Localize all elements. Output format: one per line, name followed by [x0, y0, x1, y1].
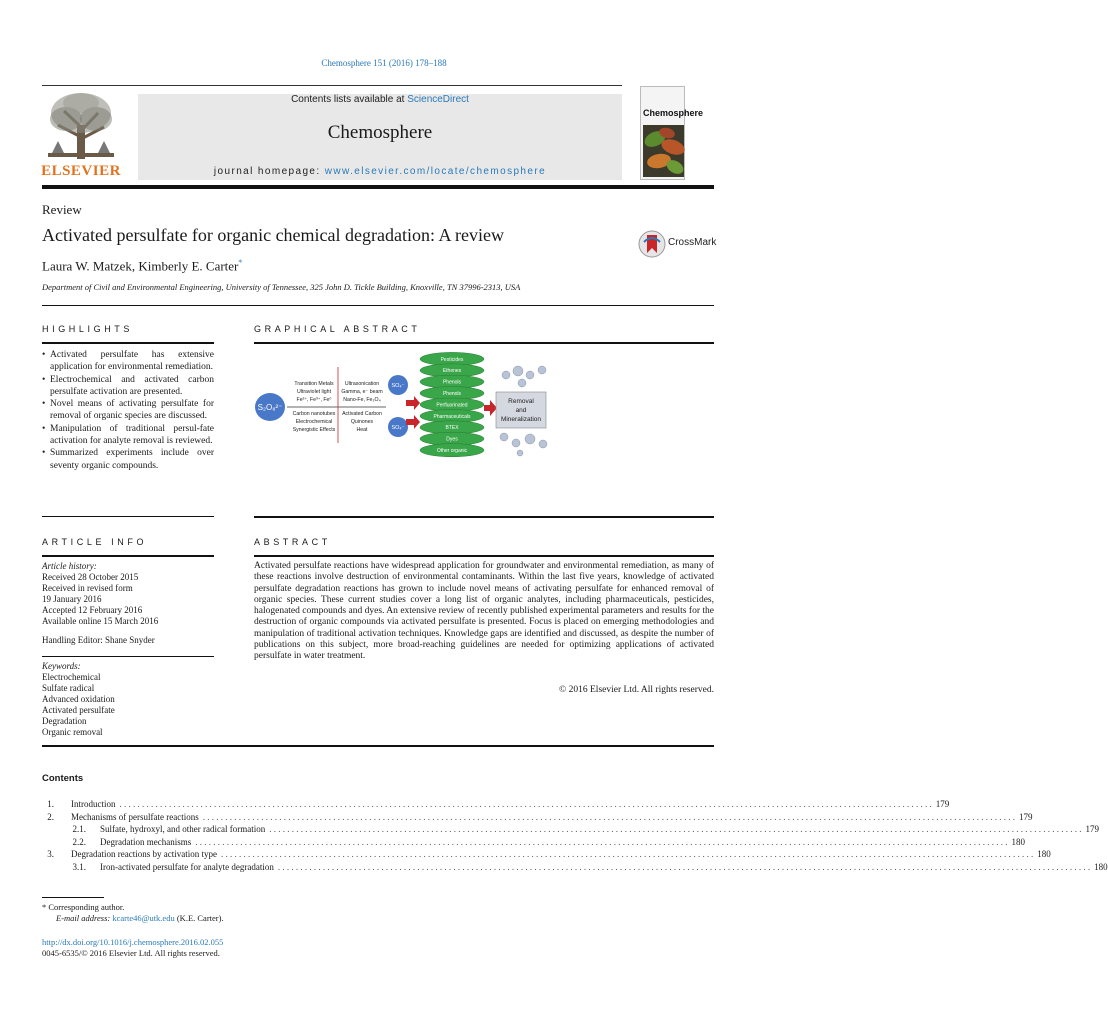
keywords [42, 661, 214, 738]
history-line: Received 28 October 2015 [42, 572, 139, 582]
fragment-bubble [517, 450, 523, 456]
highlight-item: • Summarized experiments include over seventy organic compounds. [42, 447, 214, 472]
journal-homepage-line [138, 166, 622, 177]
activator-text: Carbon nanotubes [292, 411, 336, 417]
toc-title[interactable]: Sulfate, hydroxyl, and other radical formation [100, 824, 266, 834]
article-history-label: Article history: [42, 561, 97, 571]
highlight-item: • Electrochemical and activated carbon persulfate activation are presented. [42, 374, 214, 399]
toc-entry[interactable] [42, 861, 1108, 875]
history-line: Received in revised form [42, 583, 133, 593]
keyword: Sulfate radical [42, 683, 95, 693]
toc-title[interactable]: Degradation reactions by activation type [71, 849, 217, 859]
activator-text: Quinones [350, 419, 374, 425]
result-label: and [515, 407, 527, 414]
keywords-label: Keywords: [42, 661, 81, 671]
toc-page-number: 180 [1011, 836, 1025, 847]
author-affiliation: Department of Civil and Environmental Engineering, University of Tennessee, 325 John D. Tickle Building, Knoxville, TN 37996-2313, USA [42, 282, 521, 292]
keyword: Degradation [42, 716, 87, 726]
toc-leader-dots [120, 799, 932, 809]
graphical-abstract-figure[interactable] [254, 345, 550, 463]
toc-entry[interactable] [42, 849, 1051, 862]
fragment-bubble [538, 366, 546, 374]
sulfate-radical-label: SO₄⁻ [391, 383, 405, 389]
journal-name[interactable]: Chemosphere [327, 122, 433, 143]
toc-number: 1. [47, 799, 54, 809]
history-line: 19 January 2016 [42, 594, 102, 604]
contents-prefix: Contents lists available at [291, 94, 408, 105]
activator-text: Heat [356, 427, 368, 433]
fragment-bubble [502, 371, 510, 379]
activator-text: Activated Carbon [342, 411, 382, 417]
keyword: Organic removal [42, 727, 103, 737]
toc-leader-dots [195, 837, 1007, 847]
compound-class-label: Pesticides [440, 356, 464, 363]
compound-class-label: Dyes [446, 436, 458, 443]
toc-number: 2.2. [72, 836, 86, 847]
history-line: Available online 15 March 2016 [42, 616, 159, 626]
email-suffix: (K.E. Carter). [176, 913, 224, 923]
toc-page-number: 179 [1085, 824, 1099, 834]
toc-number: 3. [47, 849, 54, 859]
activator-text: Gamma, e⁻ beam [341, 389, 383, 395]
cover-title: Chemosphere [643, 108, 704, 118]
highlights-rule [42, 342, 214, 344]
compound-class-label: Phenols [442, 379, 462, 386]
toc-leader-dots [278, 862, 1090, 872]
toc-entry[interactable] [42, 811, 1033, 825]
result-label: Mineralization [500, 416, 542, 423]
fragment-bubble [526, 371, 534, 379]
compound-class-label: Perfluorinated [436, 402, 468, 409]
fragment-bubble [525, 434, 535, 444]
elsevier-tree-icon [44, 91, 118, 161]
corresponding-author-mark[interactable]: * [238, 258, 243, 267]
toc-page-number: 179 [1018, 811, 1033, 822]
homepage-prefix: journal homepage: [213, 166, 325, 177]
fragment-bubble [539, 440, 547, 448]
handling-editor: Handling Editor: Shane Snyder [42, 635, 155, 645]
toc-entry[interactable] [42, 836, 1025, 850]
issn-line: 0045-6535/© 2016 Elsevier Ltd. All rights reserved. [42, 948, 220, 958]
journal-homepage-link[interactable]: www.elsevier.com/locate/chemosphere [324, 166, 547, 177]
article-info-heading: ARTICLE INFO [42, 537, 148, 547]
toc-entry[interactable] [42, 799, 950, 812]
author-email-link[interactable]: kcarte46@utk.edu [112, 913, 175, 923]
toc-title[interactable]: Mechanisms of persulfate reactions [71, 811, 199, 822]
highlights-list [42, 349, 214, 472]
toc-number: 3.1. [72, 861, 86, 872]
keywords-rule [42, 656, 214, 657]
compound-class-label: Phenols [442, 391, 462, 397]
toc-leader-dots [203, 812, 1015, 822]
toc-title[interactable]: Introduction [71, 799, 116, 809]
toc-number: 2. [47, 811, 54, 822]
article-history [42, 561, 214, 627]
history-line: Accepted 12 February 2016 [42, 605, 143, 615]
abstract-rule [254, 555, 714, 557]
graphical-abstract-heading: GRAPHICAL ABSTRACT [254, 324, 421, 334]
elsevier-logo[interactable] [40, 91, 122, 183]
toc-page-number: 180 [1037, 849, 1051, 859]
keyword: Electrochemical [42, 672, 101, 682]
activator-text: Ultrasonication [344, 381, 380, 387]
cover-leaf-image [643, 125, 684, 177]
contents-available-line [138, 94, 622, 105]
highlight-item: • Novel means of activating persulfate for removal of organic species are discussed. [42, 398, 214, 423]
abstract-heading: ABSTRACT [254, 537, 331, 547]
author-names: Laura W. Matzek, Kimberly E. Carter [42, 258, 239, 274]
highlight-item: • Activated persulfate has extensive application for environmental remediation. [42, 349, 214, 374]
corresponding-author-footnote [42, 902, 224, 924]
activator-text: Synergistic Effects [292, 427, 336, 433]
toc-page-number: 180 [1094, 861, 1108, 872]
abstract-text: Activated persulfate reactions have widespread application for groundwater and environmental remediation, as many of these reactions involve destruction of environmental contaminants. Within the last five years, knowledge of activated persulfate degradation reactions has grown to include novel means of activating persulfate for enhanced removal of organic species. These current studies cover a long list of organic analytes, including pharmaceuticals, pesticides, halogenated compounds and dyes. An extensive review of recently published experimental parameters and results for the destruction of organic compounds via activated persulfate is presented. Focus is placed on emerging methodologies and manipulation of traditional activation techniques. Knowledge gaps are identified and discussed, as despite the number of publications on this subject, more broad-reaching guidelines are needed for optimizing applications of activated persulfate in water treatment. [254, 561, 714, 662]
result-label: Removal [508, 398, 534, 405]
crossmark-label: CrossMark [668, 237, 717, 248]
doi-block [42, 937, 223, 959]
fragment-bubble [518, 379, 526, 387]
table-of-contents [42, 799, 1108, 874]
contents-heading: Contents [42, 773, 84, 784]
article-info-rule [42, 555, 214, 557]
activator-text: Fe²⁺, Fe³⁺, Fe⁰ [296, 397, 332, 403]
footnote-corresponding: Corresponding author. [48, 902, 125, 912]
masthead-top-rule [42, 85, 622, 86]
toc-leader-dots [221, 849, 1033, 859]
activator-text: Electrochemical [295, 419, 333, 425]
toc-title[interactable]: Degradation mechanisms [100, 836, 192, 847]
graphical-abstract-bottom-rule [254, 516, 714, 518]
highlights-bottom-rule [42, 516, 214, 517]
journal-cover-thumbnail[interactable] [640, 86, 704, 180]
fragment-bubble [513, 366, 523, 376]
crossmark-badge[interactable] [638, 230, 718, 258]
compound-class-label: BTEX [445, 425, 459, 432]
keyword: Advanced oxidation [42, 694, 115, 704]
toc-leader-dots [269, 824, 1081, 834]
toc-number: 2.1. [72, 824, 86, 834]
keyword: Activated persulfate [42, 705, 115, 715]
activator-text: Nano-Fe, Fe₃O₄ [343, 397, 381, 403]
activator-text: Transition Metals [294, 381, 334, 387]
header-divider [42, 305, 714, 306]
persulfate-label: S₂O₈²⁻ [257, 403, 283, 412]
activator-text: Ultraviolet light [296, 389, 332, 395]
elsevier-wordmark: ELSEVIER [41, 163, 121, 179]
fragment-bubble [500, 433, 508, 441]
sulfate-radical-label: SO₄⁻ [391, 425, 405, 431]
compound-class-label: Ethenes [442, 368, 462, 375]
journal-masthead [138, 94, 622, 180]
footnote-rule [42, 897, 104, 898]
masthead-bottom-rule [42, 185, 714, 189]
organic-compound-stack [420, 352, 484, 456]
graphical-abstract-rule [254, 342, 714, 344]
article-title: Activated persulfate for organic chemical degradation: A review [42, 225, 504, 245]
doi-link[interactable]: http://dx.doi.org/10.1016/j.chemosphere.2016.02.055 [42, 937, 224, 947]
toc-page-number: 179 [935, 799, 950, 809]
author-list [42, 258, 242, 274]
article-type: Review [42, 202, 82, 217]
highlights-heading: HIGHLIGHTS [42, 324, 134, 334]
compound-class-label: Pharmaceuticals [433, 413, 471, 420]
front-matter-bottom-rule [42, 745, 714, 747]
journal-citation[interactable]: Chemosphere 151 (2016) 178–188 [321, 58, 447, 68]
highlight-item: • Manipulation of traditional persul-fate activation for analyte removal is reviewed. [42, 423, 214, 448]
footnote-mark: * [42, 902, 47, 912]
sciencedirect-link[interactable]: ScienceDirect [407, 94, 469, 105]
email-label: E-mail address: [56, 913, 111, 923]
compound-class-label: Other organic [436, 448, 468, 454]
toc-entry[interactable] [42, 824, 1099, 837]
toc-title[interactable]: Iron-activated persulfate for analyte degradation [100, 861, 274, 872]
abstract-copyright: © 2016 Elsevier Ltd. All rights reserved. [559, 685, 714, 695]
fragment-bubble [512, 439, 520, 447]
crossmark-icon [638, 230, 666, 258]
